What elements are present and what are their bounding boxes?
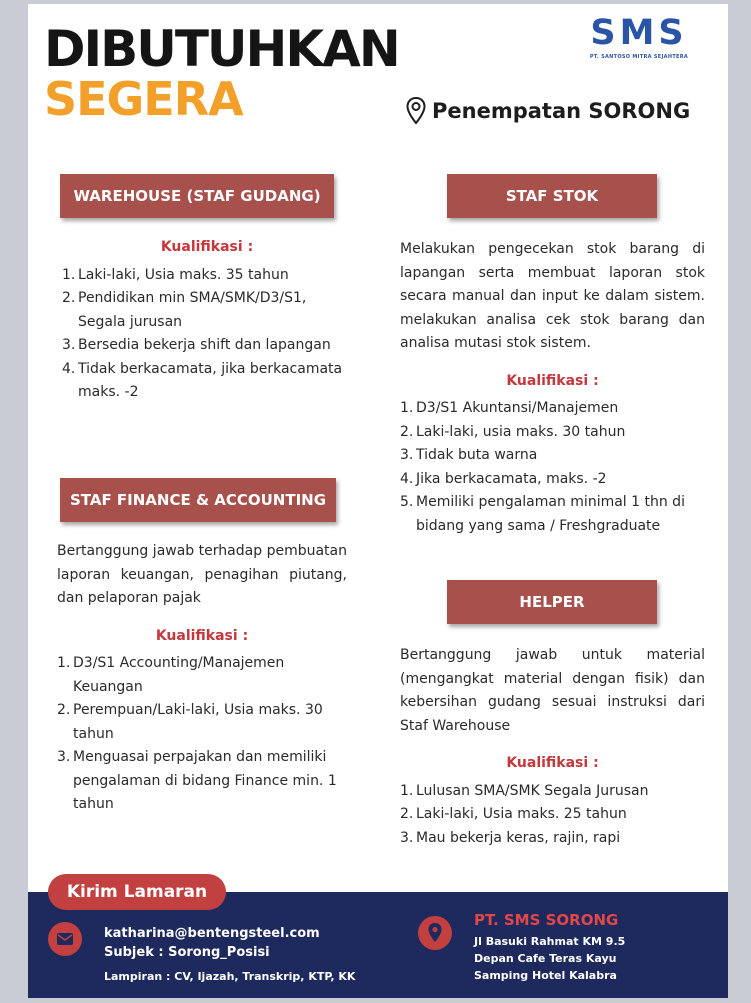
finance-header: STAF FINANCE & ACCOUNTING [60, 478, 336, 522]
helper-section [400, 644, 705, 850]
company-logo [578, 13, 700, 60]
finance-description: Bertanggung jawab terhadap pembuatan laporan keuangan, penagihan piutang, dan pelaporan pajak [57, 543, 347, 606]
headline-dibutuhkan: DIBUTUHKAN [44, 20, 399, 78]
headline-segera: SEGERA [44, 72, 243, 126]
address-line-1: Jl Basuki Rahmat KM 9.5 [474, 935, 626, 948]
list-item: 1. D3/S1 Akuntansi/Manajemen [400, 400, 619, 416]
list-item: 3. Mau bekerja keras, rajin, rapi [400, 829, 621, 846]
kirim-lamaran-badge: Kirim Lamaran [48, 874, 226, 910]
map-pin-icon [418, 916, 452, 950]
contact-email[interactable]: katharina@bentengsteel.com [104, 926, 320, 941]
logo-subtitle: PT. SANTOSO MITRA SEJAHTERA [589, 54, 689, 60]
stok-qual-label: Kualifikasi : [506, 372, 599, 389]
email-subject: Subjek : Sorong_Posisi [104, 945, 270, 960]
list-item: 4. Tidak berkacamata, jika berkacamata maks. -2 [62, 360, 343, 400]
list-item: 1. Laki-laki, Usia maks. 35 tahun [62, 266, 289, 283]
stok-section [400, 238, 705, 538]
logo-text: SMS [590, 13, 688, 53]
list-item: 3. Menguasai perpajakan dan memiliki pengalaman di bidang Finance min. 1 tahun [57, 749, 337, 812]
address-line-2: Depan Cafe Teras Kayu [474, 952, 617, 965]
list-item: 2. Pendidikan min SMA/SMK/D3/S1, Segala jurusan [62, 290, 307, 330]
mail-icon [48, 922, 82, 956]
list-item: 2. Laki-laki, Usia maks. 25 tahun [400, 806, 627, 822]
attachments-list: Lampiran : CV, Ijazah, Transkrip, KTP, KK [104, 970, 356, 983]
stok-qual-list [400, 397, 705, 538]
warehouse-qual-label: Kualifikasi : [160, 239, 254, 255]
list-item: 1. Lulusan SMA/SMK Segala Jurusan [400, 782, 649, 799]
list-item: 3. Tidak buta warna [400, 447, 538, 463]
warehouse-header: WAREHOUSE (STAF GUDANG) [60, 174, 334, 218]
finance-qual-list [57, 652, 347, 817]
list-item: 5. Memiliki pengalaman minimal 1 thn di bidang yang sama / Freshgraduate [400, 494, 685, 534]
helper-header: HELPER [447, 580, 657, 624]
finance-section [57, 540, 347, 817]
address-line-3: Samping Hotel Kalabra [474, 969, 617, 982]
warehouse-section [62, 232, 352, 405]
list-item: 1. D3/S1 Accounting/Manajemen Keuangan [57, 655, 285, 695]
company-name: PT. SMS SORONG [474, 911, 619, 929]
location-pin-icon [406, 96, 426, 126]
placement-location [406, 96, 690, 126]
list-item: 2. Laki-laki, usia maks. 30 tahun [400, 423, 626, 440]
finance-qual-label: Kualifikasi : [155, 627, 249, 644]
stok-header: STAF STOK [447, 174, 657, 218]
list-item: 3. Bersedia bekerja shift dan lapangan [62, 337, 331, 353]
list-item: 4. Jika berkacamata, maks. -2 [400, 470, 607, 487]
helper-qual-label: Kualifikasi : [506, 755, 599, 771]
warehouse-qual-list [62, 264, 352, 405]
list-item: 2. Perempuan/Laki-laki, Usia maks. 30 tahun [57, 702, 323, 742]
helper-qual-list [400, 780, 705, 851]
placement-text: Penempatan SORONG [432, 99, 691, 123]
job-poster [28, 4, 728, 998]
stok-description: Melakukan pengecekan stok barang di lapangan serta membuat laporan stok secara manual dan input ke dalam sistem. melakukan analisa cek stok barang dan analisa mutasi stok sistem. [400, 241, 705, 351]
helper-description: Bertanggung jawab untuk material (mengangkat material dengan fisik) dan kebersihan gudang sesuai instruksi dari Staf Warehouse [400, 647, 705, 734]
